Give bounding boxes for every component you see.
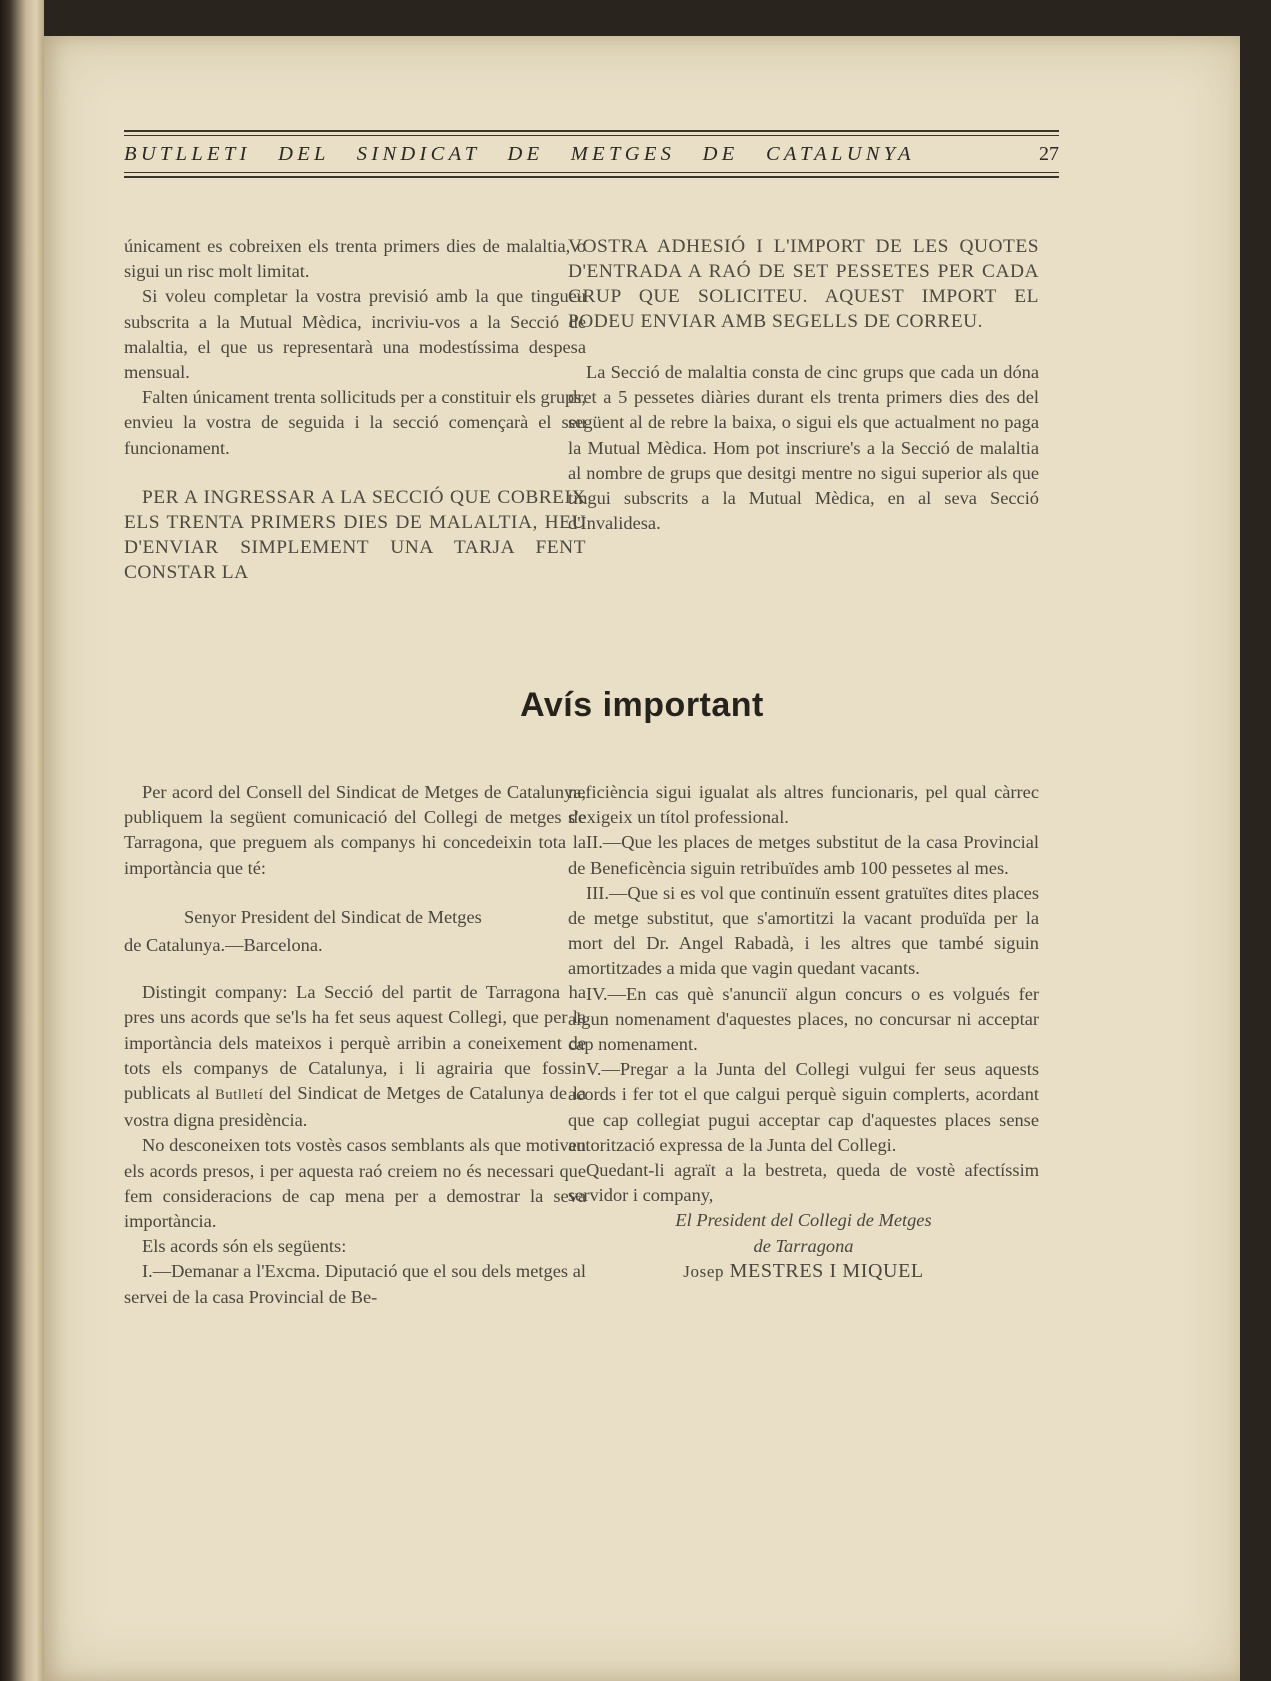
paragraph: III.—Que si es vol que continuïn essent gratuïtes dites places de metge substitut, que s'amortitzi la vacant produïda per la mort del Dr. Angel Rabadà, i les altres que també siguin amortitzades a mida que vagin quedant vacants. bbox=[568, 882, 1039, 979]
header-top-rule bbox=[124, 130, 1059, 132]
salutation-line: Senyor President del Sindicat de Metges bbox=[184, 906, 482, 927]
paragraph: neficiència sigui igualat als altres funcionaris, pel qual càrrec s'exigeix un títol professional. bbox=[568, 782, 1039, 828]
signature-title: de Tarragona bbox=[753, 1235, 854, 1256]
notice-right-column bbox=[568, 780, 1039, 1284]
signature-title: El President del Collegi de Metges bbox=[675, 1210, 932, 1231]
page-number: 27 bbox=[1039, 143, 1059, 165]
paragraph: Falten únicament trenta sollicituds per a constituir els grups, envieu la vostra de seguida i la secció començarà el seu funcionament. bbox=[124, 387, 586, 458]
journal-title: BUTLLETI DEL SINDICAT DE METGES DE CATALUNYA bbox=[124, 143, 915, 165]
paragraph: Els acords són els següents: bbox=[142, 1236, 347, 1257]
paragraph: No desconeixen tots vostès casos semblants als que motiven els acords presos, i per aquesta raó creiem no és necessari que fem consideracions de cap mena per a demostrar la seva importància. bbox=[124, 1135, 586, 1232]
top-right-column bbox=[568, 234, 1039, 536]
paragraph-caps: VOSTRA ADHESIÓ I L'IMPORT DE LES QUOTES D'ENTRADA A RAÓ DE SET PESSETES PER CADA GRUP QUE SOLICITEU. AQUEST IMPORT EL PODEU ENVIAR AMB SEGELLS DE CORREU. bbox=[568, 236, 1039, 332]
book-spine bbox=[0, 0, 44, 1681]
notice-title: Avís important bbox=[520, 686, 764, 724]
paragraph: Per acord del Consell del Sindicat de Metges de Catalunya, publiquem la següent comunicació del Collegi de metges de Tarragona, que preguem als companys hi concedeixin tota la importància que té: bbox=[124, 782, 586, 878]
paragraph: II.—Que les places de metges substitut de la casa Provincial de Beneficència siguin retribuïdes amb 100 pessetes al mes. bbox=[568, 832, 1039, 878]
paragraph: Si voleu completar la vostra previsió amb la que tingueu subscrita a la Mutual Mèdica, incriviu-vos a la Secció de malaltia, el que us representarà una modestíssima despesa mensual. bbox=[124, 286, 586, 383]
paragraph: Quedant-li agraït a la bestreta, queda de vostè afectíssim servidor i company, bbox=[568, 1160, 1039, 1206]
paragraph: Distingit company: La Secció del partit de Tarragona ha pres uns acords que se'ls ha fet seus aquest Collegi, que per la importància dels mateixos i perquè arribin a coneixement de tots els companys de Catalunya, i li agrairia que fossin publicats al Butlletí del Sindicat de Metges de Catalunya de la vostra digna presidència. bbox=[124, 982, 586, 1131]
running-header bbox=[124, 130, 1059, 178]
paragraph: I.—Demanar a l'Excma. Diputació que el sou dels metges al servei de la casa Provincial de Be- bbox=[124, 1261, 586, 1307]
signature-name: Josep MESTRES I MIQUEL bbox=[683, 1259, 924, 1282]
header-bottom-rule-thin bbox=[124, 172, 1059, 173]
top-left-column bbox=[124, 234, 586, 585]
paragraph: únicament es cobreixen els trenta primers dies de malaltia, o sigui un risc molt limitat. bbox=[124, 236, 586, 282]
salutation-line: de Catalunya.—Barcelona. bbox=[124, 935, 323, 956]
header-bottom-rule bbox=[124, 176, 1059, 178]
paragraph: IV.—En cas què s'anunciï algun concurs o es volgués fer algun nomenament d'aquestes places, no concursar ni acceptar cap nomenament. bbox=[568, 983, 1039, 1055]
document-page bbox=[44, 36, 1240, 1681]
notice-left-column bbox=[124, 780, 586, 1310]
paragraph: La Secció de malaltia consta de cinc grups que cada un dóna dret a 5 pessetes diàries durant els trenta primers dies des del següent al de rebre la baixa, o sigui els que actualment no paga la Mutual Mèdica. Hom pot inscriure's a la Secció de malaltia al nombre de grups que desitgi mentre no sigui superior als que tingui subscrits a la Mutual Mèdica, en al seva Secció d'Invalidesa. bbox=[568, 362, 1039, 534]
paragraph-caps: PER A INGRESSAR A LA SECCIÓ QUE COBREIX ELS TRENTA PRIMERS DIES DE MALALTIA, HEU D'ENVIAR SIMPLEMENT UNA TARJA FENT CONSTAR LA bbox=[124, 486, 586, 583]
paragraph: V.—Pregar a la Junta del Collegi vulgui fer seus aquests acords i fer tot el que calgui perquè siguin complerts, acordant que cap collegiat pugui acceptar cap d'aquestes places sense autorització expressa de la Junta del Collegi. bbox=[568, 1059, 1039, 1155]
journal-name: Butlletí bbox=[215, 1087, 264, 1104]
